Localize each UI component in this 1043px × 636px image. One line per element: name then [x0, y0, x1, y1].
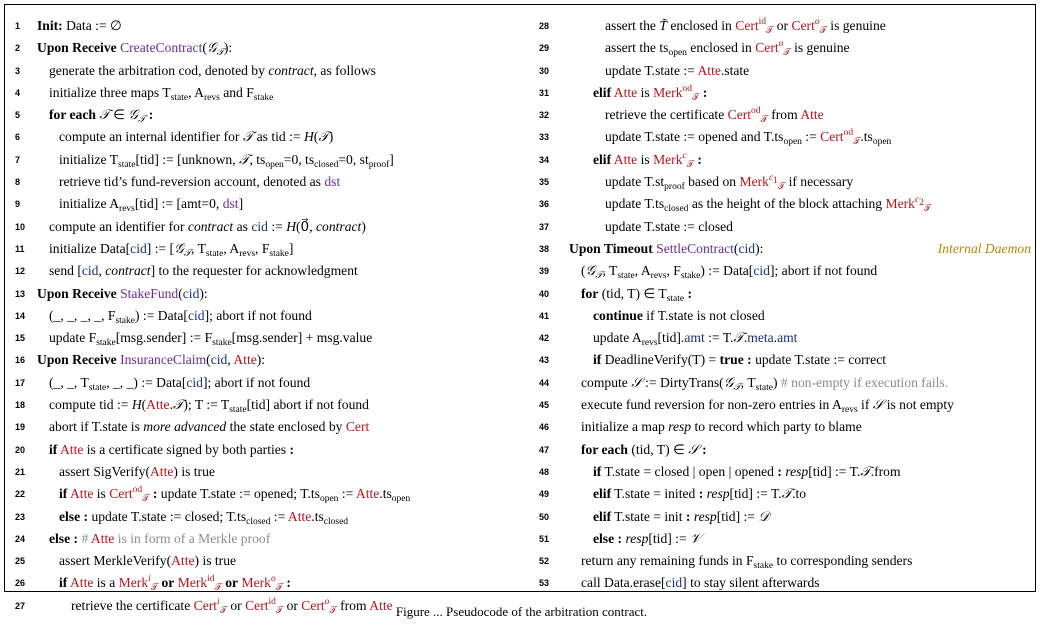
code-text: compute tid := H(Atte.𝒯); T := $T_{state}[tid]$ abort if not found [49, 397, 369, 416]
line-number: 26 [15, 578, 26, 589]
line-number: 35 [539, 177, 550, 188]
code-line [539, 149, 1031, 171]
line-number: 7 [15, 154, 21, 165]
code-line [15, 238, 515, 260]
code-text: elif T.state = inited : resp[tid] := T.𝒯.to [593, 486, 807, 502]
line-number: 21 [15, 466, 26, 477]
code-text: initialize $T_{state}[tid]$ := [unknown, 𝒯, $ts_{open}=0$, $ts_{closed}=0$, $st_{proof}$] [59, 151, 394, 170]
code-line [539, 572, 1031, 594]
code-text: abort if T.state is more advanced the state enclosed by Cert [49, 419, 370, 435]
code-text: else : resp[tid] := 𝒱 [593, 530, 702, 546]
figure-caption: Figure ... Pseudocode of the arbitration contract. [395, 604, 648, 619]
code-line [539, 461, 1031, 483]
code-text: if Atte is a Merk$^i_𝒯$ or Merk$^{id}_𝒯$ or Merk$^o_𝒯$ : [59, 574, 291, 594]
line-number: 13 [15, 288, 26, 299]
code-text: elif Atte is Merk$^c_𝒯$ : [593, 150, 702, 170]
line-number: 36 [539, 199, 550, 210]
code-line [539, 171, 1031, 193]
code-line [539, 372, 1031, 394]
code-text: assert SigVerify(Atte) is true [59, 463, 215, 479]
code-text: if DeadlineVerify(T) = true : update T.state := correct [593, 352, 887, 368]
code-line [539, 327, 1031, 349]
code-text: Upon Receive InsuranceClaim(cid, Atte): [37, 352, 266, 368]
code-line [539, 528, 1031, 550]
code-text: send [cid, contract] to the requester for acknowledgment [49, 263, 358, 279]
code-line [15, 260, 515, 282]
line-number: 43 [539, 355, 550, 366]
code-text: compute an identifier for contract as cid := H(0⃗, contract) [49, 218, 366, 234]
code-text: else : update T.state := closed; $T.ts_{closed}$ := $Atte.ts_{closed}$ [59, 508, 349, 527]
line-number: 6 [15, 132, 21, 143]
line-number: 3 [15, 65, 21, 76]
line-number: 37 [539, 221, 550, 232]
line-number: 16 [15, 355, 26, 366]
code-text: generate the arbitration cod, denoted by contract, as follows [49, 62, 376, 78]
line-number: 50 [539, 511, 550, 522]
line-number: 19 [15, 422, 26, 433]
code-line [15, 372, 515, 394]
code-line [15, 349, 515, 371]
code-text: Init: Data := ∅ [37, 18, 122, 33]
code-line [539, 37, 1031, 59]
code-line [539, 283, 1031, 305]
line-number: 29 [539, 43, 550, 54]
code-text: assert the T̃ enclosed in Cert$^{id}_𝒯$ or Cert$^o_𝒯$ is genuine [605, 17, 886, 36]
code-text: retrieve tid’s fund-reversion account, denoted as dst [59, 174, 341, 190]
code-line [15, 416, 515, 438]
code-text: else : # Atte is in form of a Merkle proof [49, 530, 271, 546]
code-line [539, 238, 1031, 260]
line-number: 51 [539, 533, 550, 544]
code-text: initialize Data[cid] := [𝒢$_𝒯$, $T_{state}$, $A_{revs}$, $F_{stake}$] [49, 240, 294, 259]
code-text: retrieve the certificate Cert$^{od}_𝒯$ from Atte [605, 106, 824, 126]
code-line [15, 193, 515, 215]
code-line [539, 416, 1031, 438]
code-text: (_, _, $T_{state}$, _, _) := Data[cid]; abort if not found [49, 374, 311, 393]
code-line [539, 82, 1031, 104]
line-number: 1 [15, 21, 21, 31]
code-line [539, 305, 1031, 327]
code-text: retrieve the certificate Cert$^i_𝒯$ or Cert$^{id}_𝒯$ or Cert$^o_𝒯$ from Atte [71, 596, 393, 616]
code-text: for (tid, T) ∈ $T_{state}$ : [581, 285, 693, 304]
code-text: Upon Receive StakeFund(cid): [37, 285, 208, 301]
code-line [539, 260, 1031, 282]
line-number: 44 [539, 377, 550, 388]
code-text: update T.state := Atte.state [605, 62, 750, 78]
code-text: if Atte is Cert$^{od}_𝒯$ : update T.state := opened; $T.ts_{open}$ := $Atte.ts_{open}$ [59, 485, 411, 505]
code-text: update $T.ts_{closed}$ as the height of the block attaching Merk$^{c_2}_𝒯$ [605, 195, 932, 215]
line-number: 9 [15, 199, 21, 210]
code-text: call Data.erase[cid] to stay silent afterwards [581, 575, 820, 591]
code-line [539, 506, 1031, 528]
line-number: 30 [539, 65, 550, 76]
line-number: 40 [539, 288, 550, 299]
code-text: compute 𝒮 := DirtyTrans(𝒢$_𝒯$, $T_{state}$) # non-empty if execution fails. [581, 374, 949, 393]
code-line [539, 394, 1031, 416]
code-line [15, 439, 515, 461]
line-number: 38 [539, 243, 550, 254]
code-line [539, 60, 1031, 82]
line-number: 10 [15, 221, 26, 232]
code-line [15, 37, 515, 59]
line-number: 49 [539, 489, 550, 500]
line-number: 8 [15, 177, 21, 188]
code-line [539, 349, 1031, 371]
code-line [539, 483, 1031, 505]
code-line [15, 506, 515, 528]
code-text: for each (tid, T) ∈ 𝒮 : [581, 441, 707, 457]
line-number: 42 [539, 333, 550, 344]
code-line [15, 149, 515, 171]
code-text: return any remaining funds in $F_{stake}$ to corresponding senders [581, 553, 913, 572]
line-number: 33 [539, 132, 550, 143]
code-text: update T.state := opened and $T.ts_{open}$ := $Cert^{od}_𝒯.ts_{open}$ [605, 128, 892, 148]
code-text: (𝒢$_𝒯$, $T_{state}$, $A_{revs}$, $F_{stake}$) := Data[cid]; abort if not found [581, 263, 878, 282]
code-line [539, 126, 1031, 148]
line-number: 24 [15, 533, 26, 544]
code-text: if T.state = closed | open | opened : resp[tid] := T.𝒯.from [593, 463, 901, 479]
line-number: 5 [15, 110, 21, 121]
code-text: update $A_{revs}[tid].amt$ := T.𝒯.meta.amt [593, 330, 798, 349]
code-line [15, 572, 515, 594]
code-line [15, 126, 515, 148]
line-number: 4 [15, 87, 21, 98]
line-number: 12 [15, 266, 26, 277]
code-line [539, 216, 1031, 238]
code-text: elif Atte is Merk$^{od}_𝒯$ : [593, 83, 708, 103]
code-line [15, 171, 515, 193]
code-text: execute fund reversion for non-zero entries in $A_{revs}$ if 𝒮 is not empty [581, 397, 954, 416]
line-number: 45 [539, 400, 550, 411]
line-number: 15 [15, 333, 26, 344]
code-text: for each 𝒯 ∈ 𝒢$_𝒯$ : [49, 107, 154, 126]
code-text: assert MerkleVerify(Atte) is true [59, 553, 237, 569]
code-line [539, 550, 1031, 572]
code-line [15, 104, 515, 126]
line-number: 25 [15, 556, 26, 567]
line-number: 11 [15, 243, 25, 254]
code-text: update T.state := closed [605, 218, 733, 234]
code-line [15, 528, 515, 550]
line-number: 22 [15, 489, 26, 500]
line-number: 46 [539, 422, 550, 433]
code-line [15, 283, 515, 305]
code-text: (_, _, _, _, $F_{stake}$) := Data[cid]; abort if not found [49, 307, 312, 326]
code-text: Upon Receive CreateContract(𝒢$_𝒯$): [37, 40, 233, 59]
code-text: if Atte is a certificate signed by both parties : [49, 441, 295, 457]
line-number: 53 [539, 578, 550, 589]
code-line [539, 193, 1031, 215]
code-text: initialize three maps $T_{state}$, $A_{revs}$ and $F_{stake}$ [49, 84, 274, 103]
code-text: update $T.st_{proof}$ based on Merk$^{c_1}_𝒯$ if necessary [605, 173, 854, 193]
code-text: update $F_{stake}[msg.sender]$ := $F_{stake}[msg.sender]$ + msg.value [49, 330, 373, 349]
line-number: 27 [15, 600, 26, 611]
code-text: elif T.state = init : resp[tid] := 𝒟 [593, 508, 770, 524]
line-number: 39 [539, 266, 550, 277]
line-number: 31 [539, 87, 550, 98]
code-line [15, 216, 515, 238]
line-number: 48 [539, 466, 550, 477]
line-number: 34 [539, 154, 550, 165]
code-line [15, 483, 515, 505]
line-number: 28 [539, 21, 550, 31]
code-line [539, 15, 1031, 37]
line-number: 14 [15, 310, 26, 321]
line-number: 17 [15, 377, 26, 388]
code-line [15, 60, 515, 82]
line-number: 2 [15, 43, 21, 54]
code-text: initialize $A_{revs}[tid]$ := [amt=0, dst] [59, 196, 244, 215]
line-number: 52 [539, 556, 550, 567]
code-text: continue if T.state is not closed [593, 307, 765, 323]
code-line [15, 327, 515, 349]
code-line [15, 461, 515, 483]
code-line [15, 305, 515, 327]
code-line [15, 394, 515, 416]
code-text: compute an internal identifier for 𝒯 as tid := H(𝒯) [59, 129, 334, 145]
line-number: 41 [539, 310, 550, 321]
line-number: 18 [15, 400, 26, 411]
line-number: 47 [539, 444, 550, 455]
line-number: 20 [15, 444, 26, 455]
right-column [539, 15, 1031, 595]
code-line [539, 439, 1031, 461]
code-line [539, 104, 1031, 126]
daemon-tag: Internal Daemon [937, 240, 1031, 256]
code-line [15, 82, 515, 104]
code-line [15, 550, 515, 572]
code-text: initialize a map resp to record which party to blame [581, 419, 862, 435]
code-text: assert the $ts_{open}$ enclosed in Cert$^o_𝒯$ is genuine [605, 39, 850, 59]
line-number: 23 [15, 511, 26, 522]
code-text: Upon Timeout SettleContract(cid): [569, 240, 764, 256]
left-column [15, 15, 515, 617]
line-number: 32 [539, 110, 550, 121]
code-line [15, 15, 515, 37]
